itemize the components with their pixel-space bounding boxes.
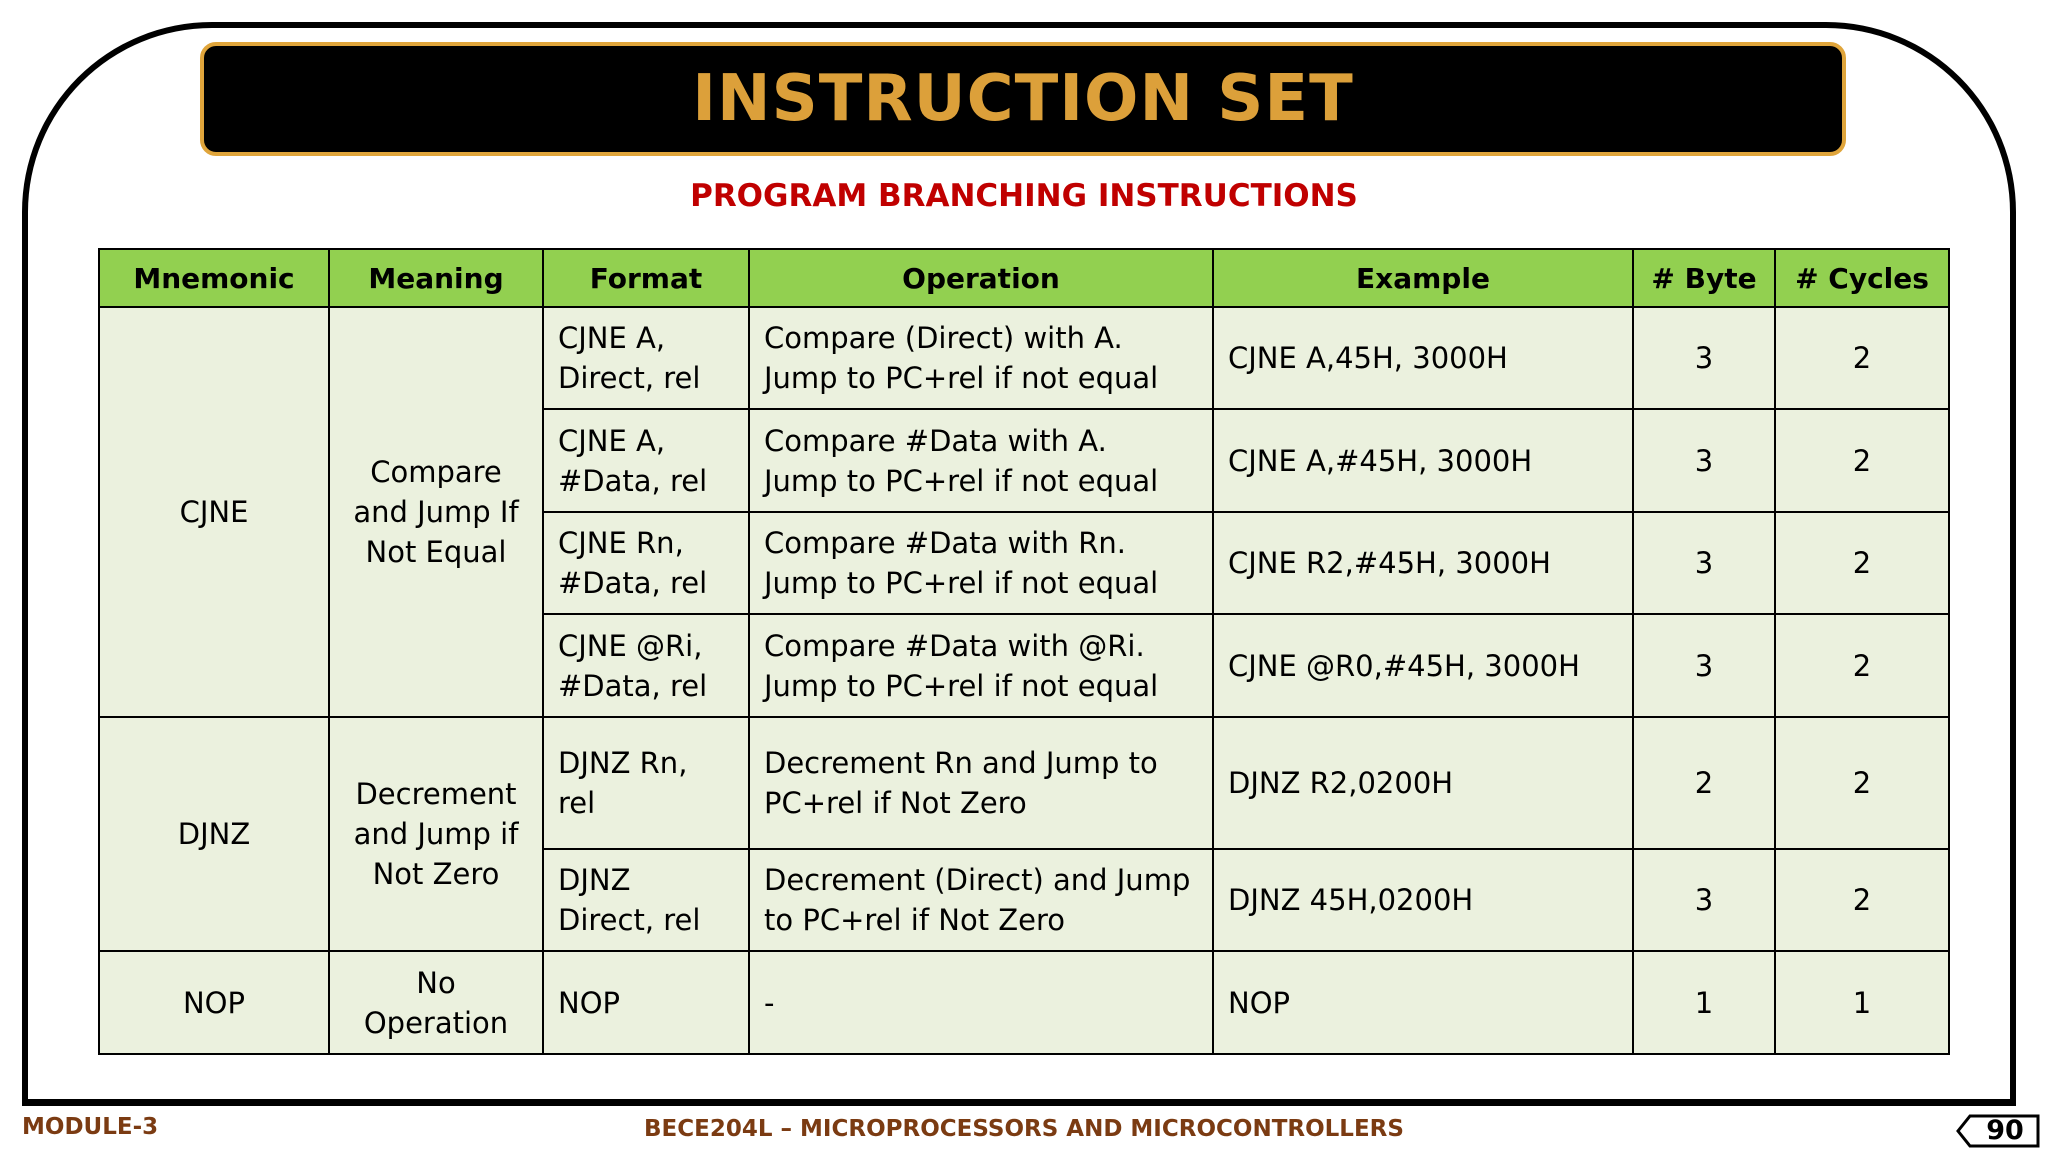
cycles-cell: 2	[1775, 717, 1949, 849]
table-header-row	[99, 249, 1949, 307]
table-row	[99, 951, 1949, 1054]
header-example: Example	[1213, 249, 1633, 307]
bytes-cell: 3	[1633, 614, 1775, 717]
example-cell: NOP	[1213, 951, 1633, 1054]
header-mnemonic: Mnemonic	[99, 249, 329, 307]
operation-cell: Decrement Rn and Jump to PC+rel if Not Zero	[749, 717, 1213, 849]
header-operation: Operation	[749, 249, 1213, 307]
operation-cell: Compare #Data with A. Jump to PC+rel if not equal	[749, 409, 1213, 512]
footer-course: BECE204L – MICROPROCESSORS AND MICROCONTROLLERS	[644, 1116, 1404, 1142]
footer-module: MODULE-3	[22, 1114, 159, 1140]
bytes-cell: 2	[1633, 717, 1775, 849]
instruction-table	[98, 248, 1950, 1055]
slide-title: INSTRUCTION SET	[692, 62, 1354, 136]
bytes-cell: 3	[1633, 849, 1775, 951]
cycles-cell: 2	[1775, 614, 1949, 717]
page-number: 90	[1986, 1115, 2024, 1146]
cycles-cell: 2	[1775, 849, 1949, 951]
format-cell: CJNE @Ri, #Data, rel	[543, 614, 749, 717]
bytes-cell: 3	[1633, 409, 1775, 512]
mnemonic-cell: NOP	[99, 951, 329, 1054]
example-cell: CJNE @R0,#45H, 3000H	[1213, 614, 1633, 717]
cycles-cell: 1	[1775, 951, 1949, 1054]
header-cycles: # Cycles	[1775, 249, 1949, 307]
bytes-cell: 3	[1633, 512, 1775, 614]
format-cell: NOP	[543, 951, 749, 1054]
bytes-cell: 1	[1633, 951, 1775, 1054]
operation-cell: Compare #Data with @Ri. Jump to PC+rel if not equal	[749, 614, 1213, 717]
example-cell: CJNE R2,#45H, 3000H	[1213, 512, 1633, 614]
header-format: Format	[543, 249, 749, 307]
format-cell: CJNE A, Direct, rel	[543, 307, 749, 409]
slide-subtitle: PROGRAM BRANCHING INSTRUCTIONS	[690, 178, 1358, 214]
bytes-cell: 3	[1633, 307, 1775, 409]
mnemonic-cell: CJNE	[99, 307, 329, 717]
operation-cell: Compare #Data with Rn. Jump to PC+rel if not equal	[749, 512, 1213, 614]
example-cell: CJNE A,#45H, 3000H	[1213, 409, 1633, 512]
header-meaning: Meaning	[329, 249, 543, 307]
example-cell: DJNZ 45H,0200H	[1213, 849, 1633, 951]
meaning-cell: Compare and Jump If Not Equal	[329, 307, 543, 717]
cycles-cell: 2	[1775, 409, 1949, 512]
example-cell: DJNZ R2,0200H	[1213, 717, 1633, 849]
cycles-cell: 2	[1775, 512, 1949, 614]
cycles-cell: 2	[1775, 307, 1949, 409]
table-row	[99, 717, 1949, 849]
example-cell: CJNE A,45H, 3000H	[1213, 307, 1633, 409]
operation-cell: Decrement (Direct) and Jump to PC+rel if Not Zero	[749, 849, 1213, 951]
mnemonic-cell: DJNZ	[99, 717, 329, 951]
operation-cell: Compare (Direct) with A. Jump to PC+rel if not equal	[749, 307, 1213, 409]
format-cell: CJNE Rn, #Data, rel	[543, 512, 749, 614]
header-bytes: # Byte	[1633, 249, 1775, 307]
format-cell: DJNZ Direct, rel	[543, 849, 749, 951]
format-cell: CJNE A, #Data, rel	[543, 409, 749, 512]
operation-cell: -	[749, 951, 1213, 1054]
format-cell: DJNZ Rn, rel	[543, 717, 749, 849]
meaning-cell: Decrement and Jump if Not Zero	[329, 717, 543, 951]
title-banner	[200, 42, 1846, 156]
table-row	[99, 307, 1949, 409]
meaning-cell: No Operation	[329, 951, 543, 1054]
